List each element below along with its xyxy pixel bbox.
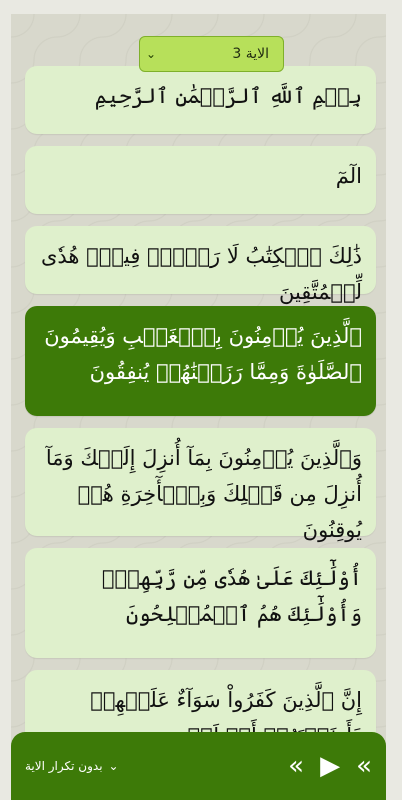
verse-card[interactable] [25, 146, 376, 214]
verse-card[interactable] [25, 226, 376, 304]
verse-text: بِسۡمِ ٱللَّهِ ٱلرَّحۡمَٰنِ ٱلرَّحِيمِ [94, 84, 362, 108]
app-screen [11, 14, 386, 800]
verse-card-active[interactable] [25, 306, 376, 416]
verse-text: إِنَّ ٱلَّذِينَ كَفَرُواْ سَوَآءٌ عَلَيۡهِمۡ [90, 688, 362, 712]
verse-text: وَٱلَّذِينَ يُؤۡمِنُونَ بِمَآ أُنزِلَ إِلَيۡكَ وَمَآ أُنزِلَ مِن قَبۡلِكَ وَبِٱلۡأٓخِرَةِ هُمۡ يُوقِنُونَ [45, 446, 362, 542]
chevron-down-icon: ⌄ [108, 759, 119, 773]
audio-player-bar [11, 732, 386, 800]
repeat-mode-label: بدون تكرار الاية [25, 759, 103, 773]
play-icon[interactable]: ▶ [320, 751, 341, 781]
verse-text: ذَٰلِكَ ٱلۡكِتَٰبُ لَا رَيۡبَۛ فِيهِۛ هُدٗى لِّلۡمُتَّقِينَ [40, 244, 362, 304]
rewind-icon[interactable]: « [356, 751, 372, 781]
rewind-icon[interactable]: « [288, 751, 305, 781]
ayah-selector[interactable] [139, 36, 284, 72]
verse-card[interactable] [25, 428, 376, 542]
chevron-down-icon: ⌄ [146, 47, 157, 61]
verse-card[interactable] [25, 548, 376, 658]
verse-text: أُوْلَٰٓئِكَ عَلَىٰ هُدٗى مِّن رَّبِّهِمۡۖ وَأُوْلَٰٓئِكَ هُمُ ٱلۡمُفۡلِحُونَ [101, 566, 362, 626]
verse-text: ٱلَّذِينَ يُؤۡمِنُونَ بِٱلۡغَيۡبِ وَيُقِيمُونَ ٱلصَّلَوٰةَ وَمِمَّا رَزَقۡنَٰهُمۡ يُنفِقُونَ [44, 324, 362, 384]
ayah-selector-label: الاية 3 [232, 46, 269, 62]
playback-controls [288, 751, 372, 781]
verse-text: الٓمٓ [335, 164, 362, 188]
repeat-mode-dropdown[interactable] [25, 759, 119, 773]
verse-card[interactable] [25, 66, 376, 134]
